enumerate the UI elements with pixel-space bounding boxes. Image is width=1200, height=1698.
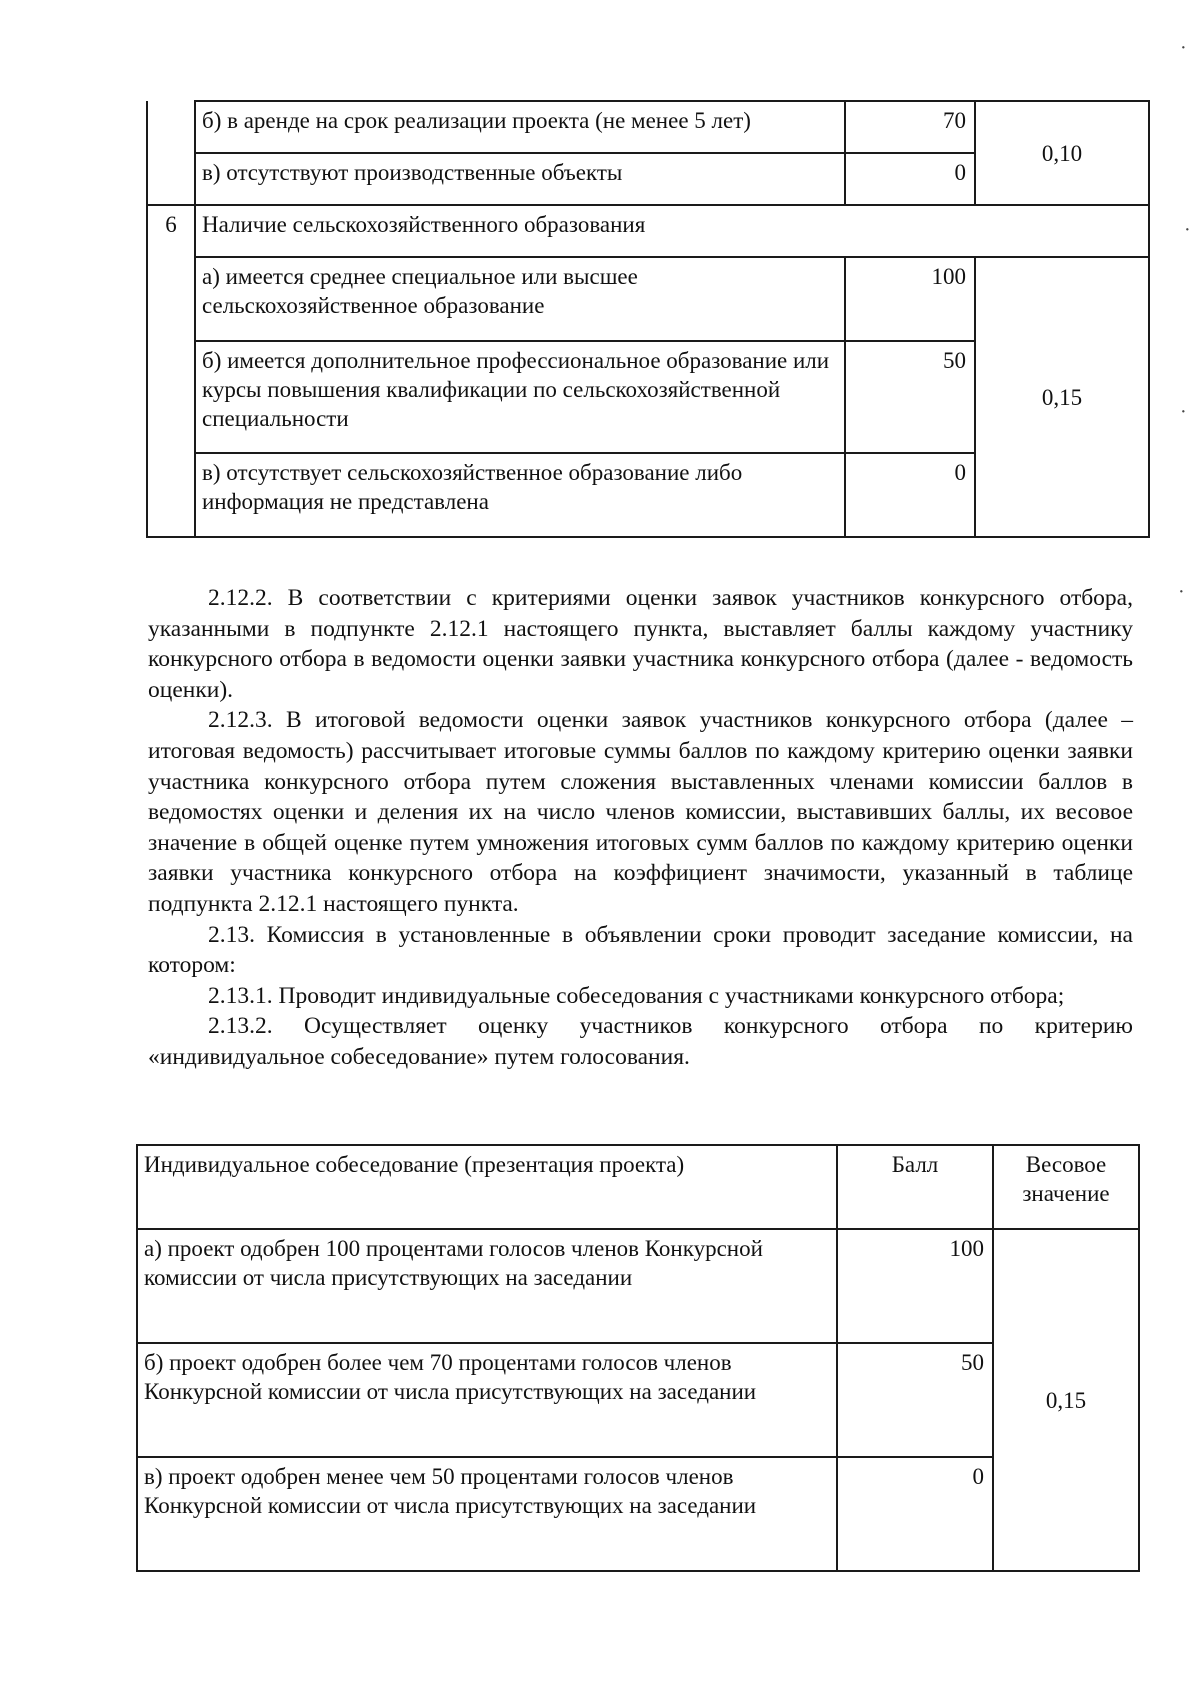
weight-cell: 0,15 xyxy=(993,1229,1139,1571)
table-row xyxy=(147,257,1149,341)
points-cell: 0 xyxy=(837,1457,993,1571)
header-criterion: Индивидуальное собеседование (презентация проекта) xyxy=(137,1145,837,1229)
row-number-cell xyxy=(147,153,195,205)
table-row xyxy=(137,1343,1139,1457)
scan-speck: · xyxy=(1180,37,1187,59)
scan-speck: · xyxy=(1184,219,1191,241)
criterion-cell: б) проект одобрен более чем 70 процентами голосов членов Конкурсной комиссии от числа присутствующих на заседании xyxy=(137,1343,837,1457)
criterion-cell: б) в аренде на срок реализации проекта (не менее 5 лет) xyxy=(195,101,845,153)
table-row xyxy=(137,1457,1139,1571)
paragraph-2-13-2: 2.13.2. Осуществляет оценку участников конкурсного отбора по критерию «индивидуальное собеседование» путем голосования. xyxy=(148,1013,1133,1070)
scan-speck: · xyxy=(1178,581,1185,603)
criterion-cell: б) имеется дополнительное профессиональное образование или курсы повышения квалификации по сельскохозяйственной специальности xyxy=(195,341,845,453)
table-row xyxy=(147,101,1149,153)
table-row xyxy=(137,1229,1139,1343)
section-number: 6 xyxy=(147,205,195,257)
row-number-cell xyxy=(147,341,195,453)
paragraph-2-13-1: 2.13.1. Проводит индивидуальные собеседования с участниками конкурсного отбора; xyxy=(208,982,1065,1009)
scan-speck: · xyxy=(1180,401,1187,423)
weight-cell: 0,15 xyxy=(975,257,1149,537)
criterion-cell: а) имеется среднее специальное или высшее сельскохозяйственное образование xyxy=(195,257,845,341)
criterion-cell: в) отсутствует сельскохозяйственное образование либо информация не представлена xyxy=(195,453,845,537)
points-cell: 50 xyxy=(845,341,975,453)
criterion-cell: в) проект одобрен менее чем 50 процентами голосов членов Конкурсной комиссии от числа присутствующих на заседании xyxy=(137,1457,837,1571)
row-number-cell xyxy=(147,101,195,153)
points-cell: 0 xyxy=(845,453,975,537)
paragraph-2-12-2: 2.12.2. В соответствии с критериями оценки заявок участников конкурсного отбора, указанными в подпункте 2.12.1 настоящего пункта, выставляет баллы каждому участнику конкурсного отбора в ведомости оценки заявки участника конкурсного отбора (далее - ведомость оценки). xyxy=(148,585,1133,703)
header-weight: Весовое значение xyxy=(993,1145,1139,1229)
section-title: Наличие сельскохозяйственного образования xyxy=(195,205,1149,257)
body-text xyxy=(148,583,1133,1073)
criterion-cell: а) проект одобрен 100 процентами голосов членов Конкурсной комиссии от числа присутствующих на заседании xyxy=(137,1229,837,1343)
header-points: Балл xyxy=(837,1145,993,1229)
row-number-cell xyxy=(147,257,195,341)
points-cell: 50 xyxy=(837,1343,993,1457)
weight-cell: 0,10 xyxy=(975,101,1149,205)
points-cell: 70 xyxy=(845,101,975,153)
row-number-cell xyxy=(147,453,195,537)
points-cell: 0 xyxy=(845,153,975,205)
interview-criteria-table xyxy=(136,1144,1140,1572)
points-cell: 100 xyxy=(845,257,975,341)
paragraph-2-12-3: 2.12.3. В итоговой ведомости оценки заявок участников конкурсного отбора (далее – итоговая ведомость) рассчитывает итоговые суммы баллов по каждому критерию оценки заявки участника конкурсного отбора путем сложения выставленных членами комиссии баллов в ведомостях оценки и деления их на число членов комиссии, выставивших баллы, их весовое значение в общей оценке путем умножения итоговых сумм баллов по каждому критерию оценки заявки участника конкурсного отбора на коэффициент значимости, указанный в таблице подпункта 2.12.1 настоящего пункта. xyxy=(148,707,1133,917)
section-row xyxy=(147,205,1149,257)
criterion-cell: в) отсутствуют производственные объекты xyxy=(195,153,845,205)
table-header-row xyxy=(137,1145,1139,1229)
points-cell: 100 xyxy=(837,1229,993,1343)
criteria-table-continued xyxy=(146,100,1150,538)
paragraph-2-13: 2.13. Комиссия в установленные в объявлении сроки проводит заседание комиссии, на котором: xyxy=(148,921,1133,979)
